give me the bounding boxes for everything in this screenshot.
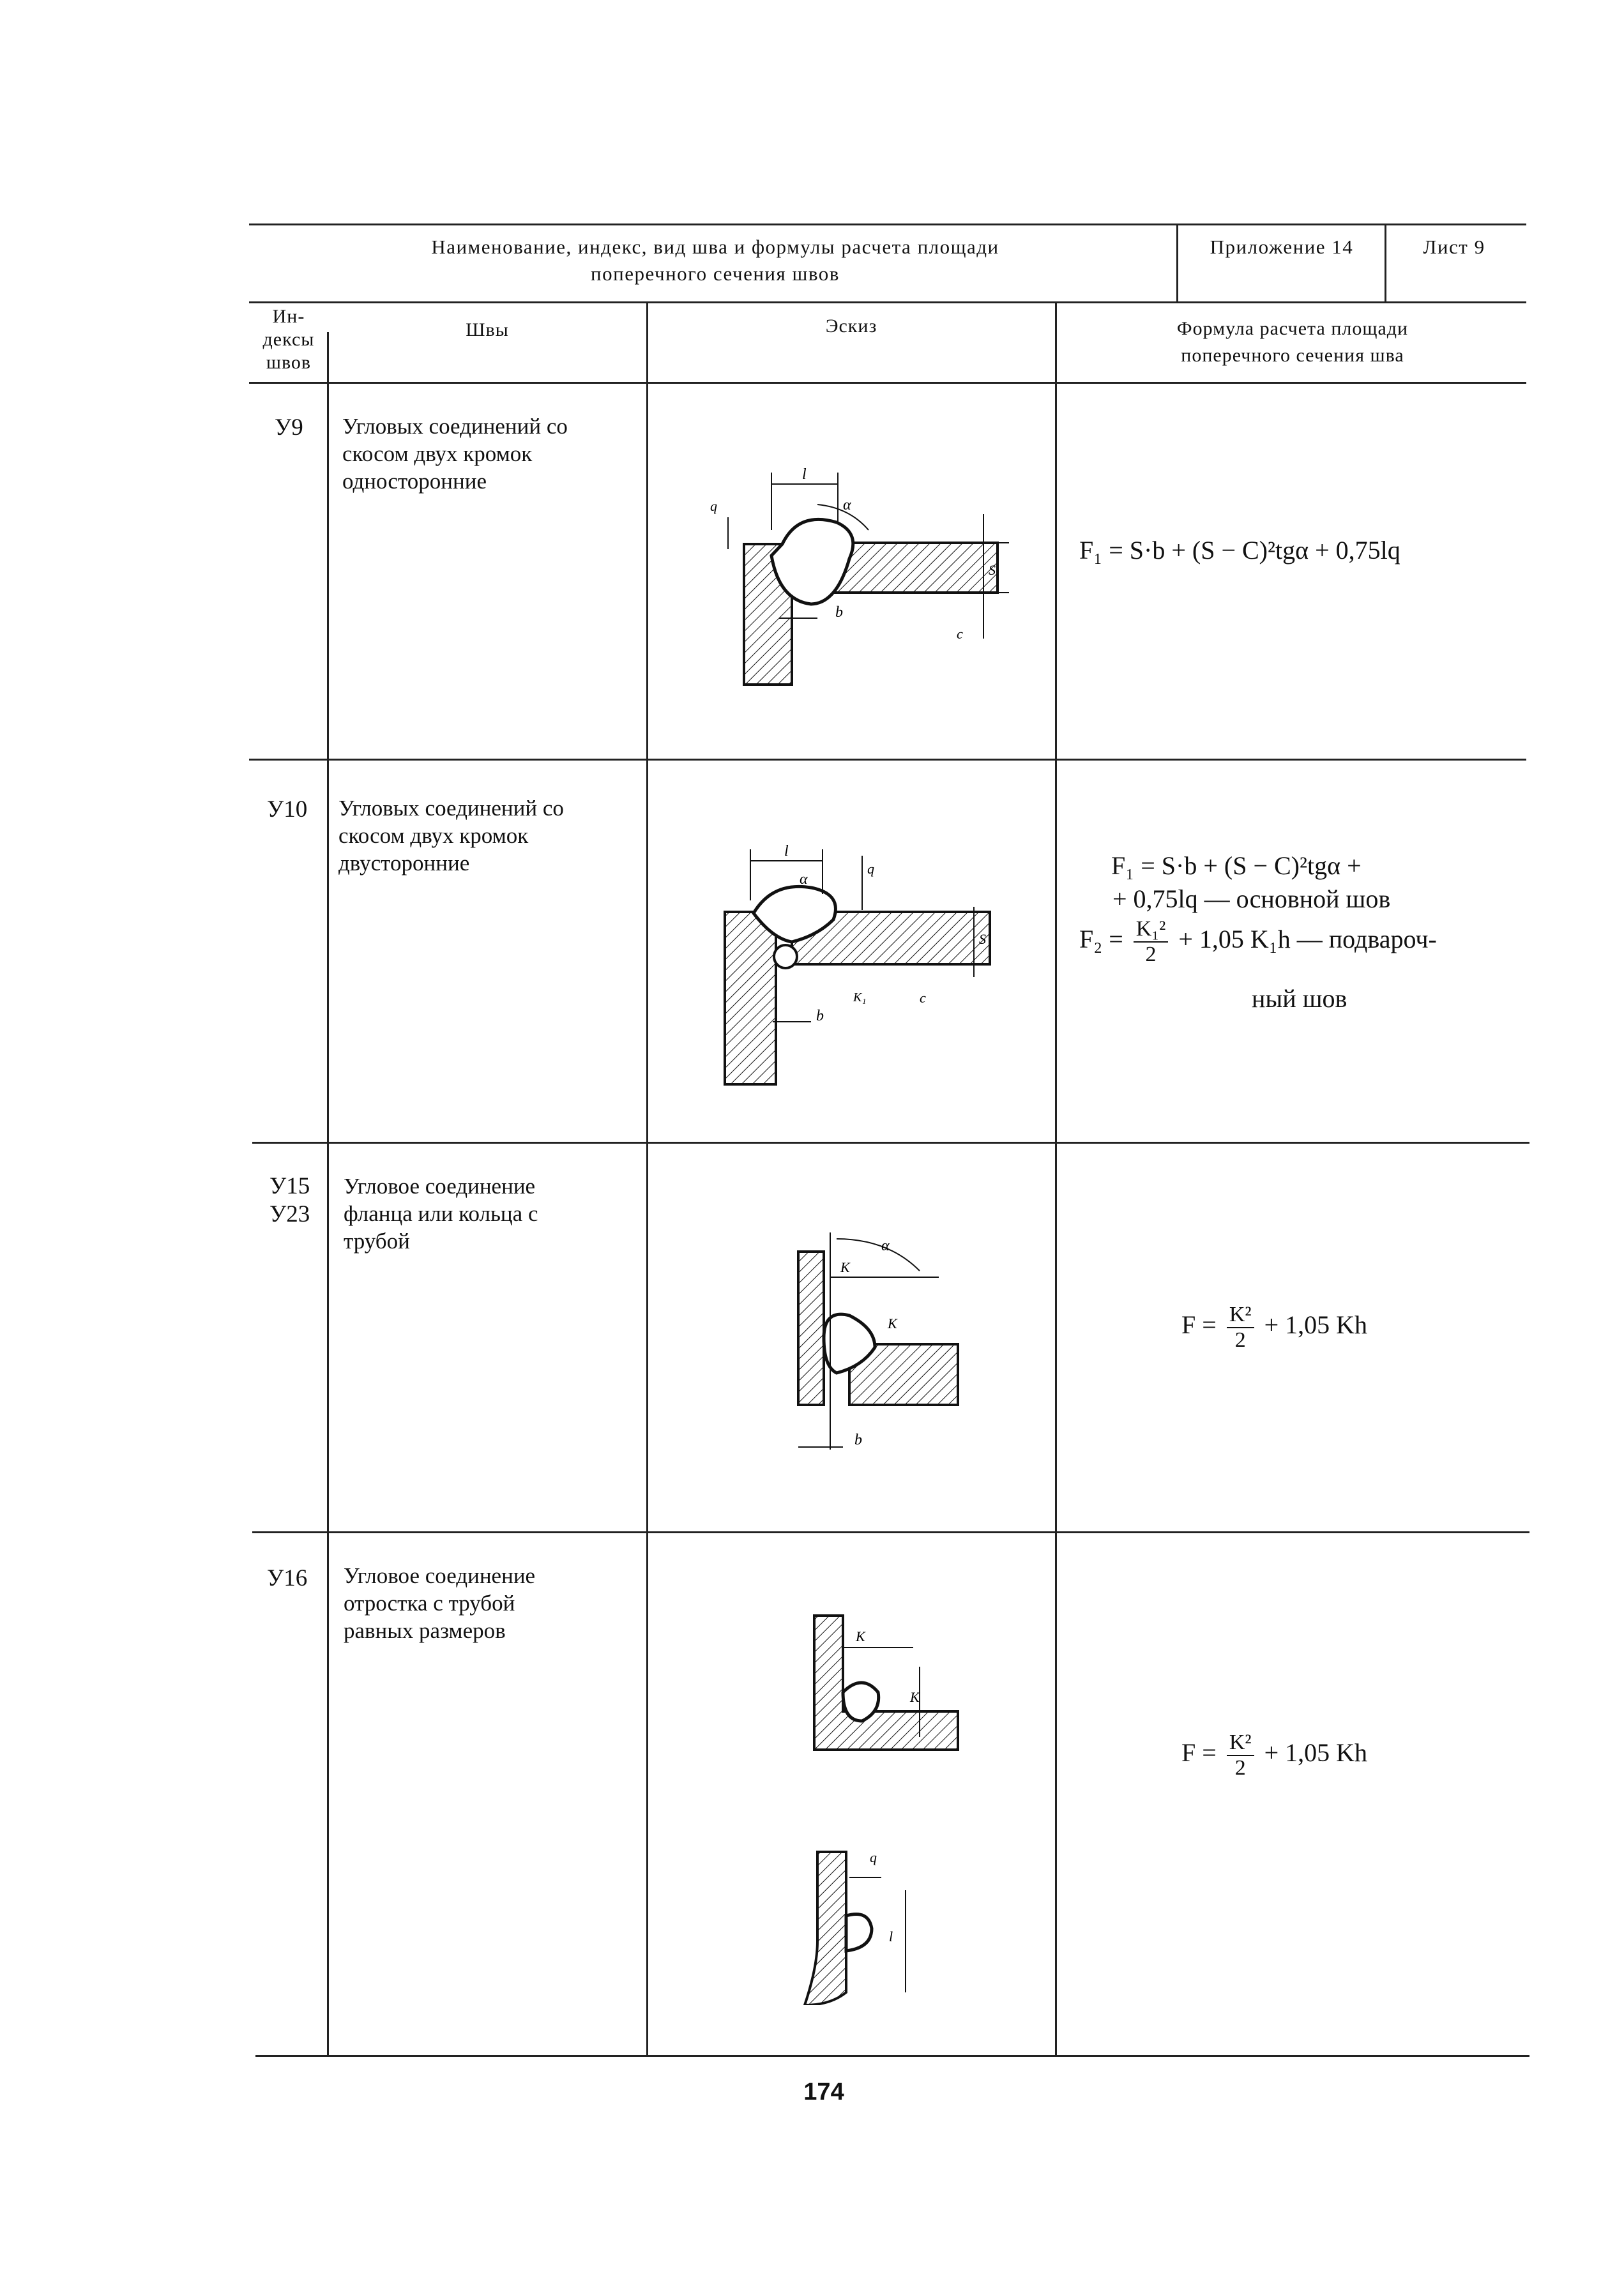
column-header-index: Ин- дексы швов [262, 306, 315, 373]
sketch-label-l: l [784, 843, 789, 860]
rule-top [249, 224, 1526, 225]
seam-description: Угловое соединение отростка с трубой равных размеров [344, 1563, 536, 1643]
sketch-label-alpha: α [881, 1238, 890, 1254]
sketch-label-s: S [989, 562, 996, 578]
sketch-label-b: b [835, 604, 843, 621]
sketch-label-k: K [840, 1259, 850, 1275]
area-formula-backing: F₂ = $\frac{\text{K₁²}}{2}$ + 1,05 K₁h — подвароч- [1079, 917, 1437, 966]
row-index: У15 У23 [269, 1173, 310, 1227]
column-header-seams: Швы [466, 319, 509, 340]
weld-sketch-u16 [792, 1609, 983, 2005]
sketch-label-q: q [867, 861, 874, 877]
sketch-label-b: b [816, 1008, 824, 1024]
area-formula-main: F₁ = S·b + (S − C)²tgα + + 0,75lq — основной шов [1111, 851, 1391, 913]
seam-description: Угловых соединений со скосом двух кромок односторонние [342, 414, 568, 494]
sketch-label-alpha: α [843, 497, 851, 513]
area-formula: F = $\frac{\text{K²}}{2}$ + 1,05 Kh [1181, 1303, 1368, 1352]
rule-col-sketch [1055, 301, 1057, 2056]
column-header-sketch: Эскиз [825, 315, 877, 337]
appendix-label: Приложение 14 [1210, 236, 1354, 258]
rule-columns-bottom [249, 382, 1526, 384]
sketch-label-k2: K [888, 1315, 897, 1331]
fraction: $\frac{\text{K²}}{2}$ [1227, 1303, 1254, 1353]
rule-header-sep-2 [1385, 224, 1386, 303]
sketch-label-b: b [854, 1432, 862, 1448]
sheet-label: Лист 9 [1423, 236, 1485, 258]
caption-line-1: Наименование, индекс, вид шва и формулы расчета площади [431, 236, 999, 258]
area-formula: F₁ = S·b + (S − C)²tgα + 0,75lq [1079, 536, 1400, 565]
rule-col-index [327, 332, 329, 2056]
sketch-label-k1: K₁ [853, 990, 867, 1004]
column-header-formula: Формула расчета площади поперечного сечения шва [1176, 318, 1409, 366]
rule-row-1 [249, 759, 1526, 761]
area-formula-tail: ный шов [1252, 984, 1347, 1013]
sketch-label-c: c [957, 626, 963, 642]
caption-line-2: поперечного сечения швов [591, 262, 840, 285]
rule-bottom [255, 2055, 1529, 2057]
rule-row-3 [252, 1531, 1529, 1533]
rule-header-sep-1 [1176, 224, 1178, 303]
sketch-label-c: c [920, 990, 926, 1006]
sketch-label-k: K [856, 1628, 865, 1644]
weld-sketch-u10 [702, 830, 1035, 1098]
sketch-label-l: l [889, 1929, 893, 1944]
area-formula: F = $\frac{\text{K²}}{2}$ + 1,05 Kh [1181, 1731, 1368, 1780]
fraction: $\frac{\text{K₁²}}{2}$ [1134, 917, 1169, 967]
rule-row-2 [252, 1142, 1529, 1144]
sketch-label-l: l [802, 466, 807, 483]
fraction: $\frac{\text{K²}}{2}$ [1227, 1731, 1254, 1780]
weld-sketch-u9 [690, 447, 1022, 715]
sketch-label-k2: K [910, 1689, 920, 1705]
rule-col-seams [646, 301, 648, 2056]
row-index: У10 [267, 796, 308, 822]
row-index: У16 [267, 1565, 308, 1591]
sketch-label-alpha: α [800, 871, 808, 888]
seam-description: Угловых соединений со скосом двух кромок двусторонние [338, 796, 564, 875]
table-caption [255, 234, 1175, 287]
page-number: 174 [803, 2079, 844, 2105]
sketch-label-q: q [870, 1849, 877, 1865]
sketch-label-q: q [710, 498, 717, 514]
weld-sketch-u15 [760, 1213, 990, 1469]
sketch-label-s: S [979, 931, 986, 947]
row-index: У9 [275, 414, 303, 441]
rule-header-bottom [249, 301, 1526, 303]
seam-description: Угловое соединение фланца или кольца с трубой [344, 1174, 538, 1254]
